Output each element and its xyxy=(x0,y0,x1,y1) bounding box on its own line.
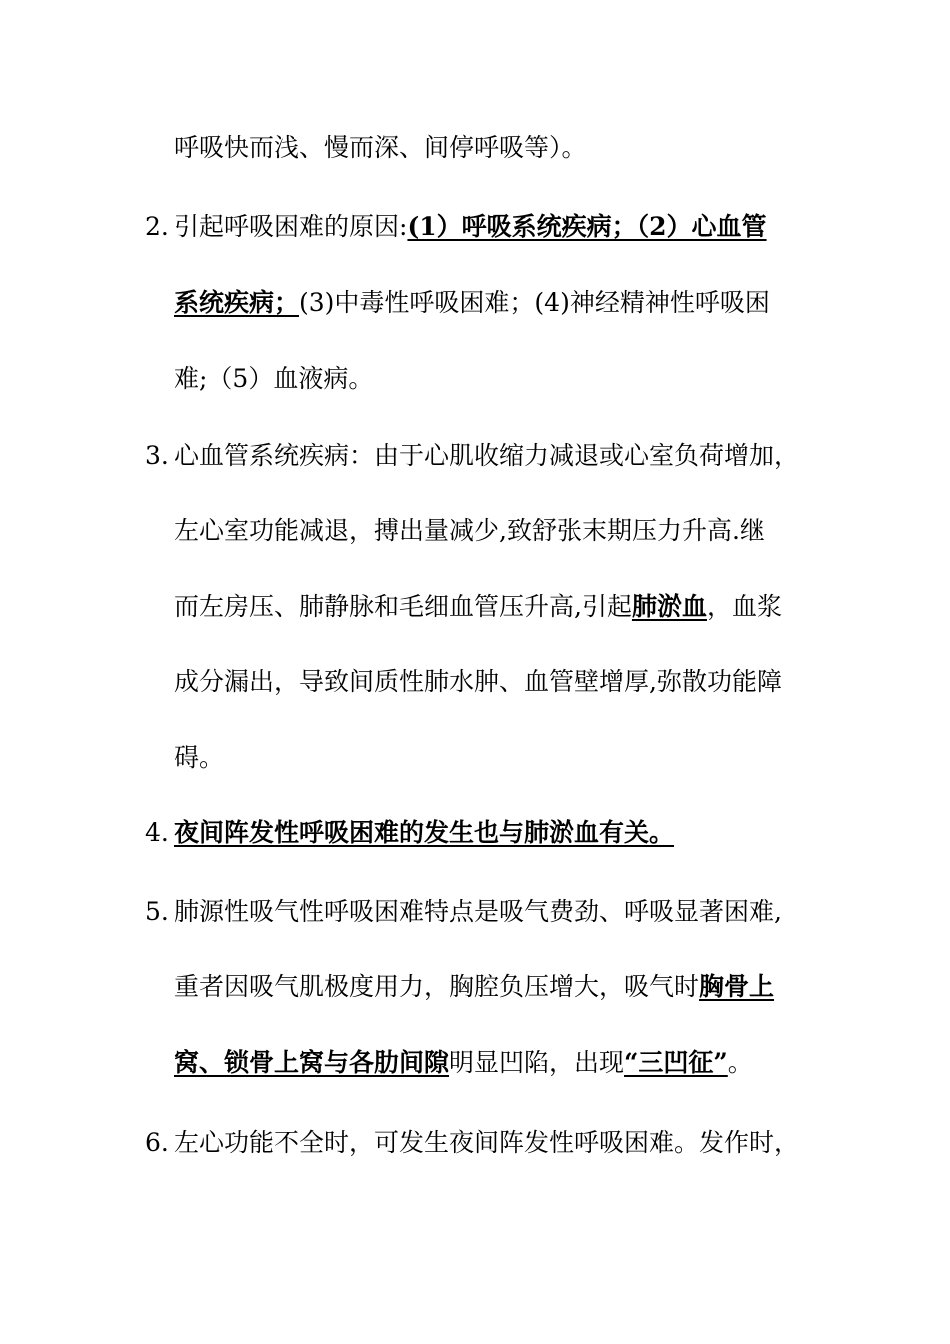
plain-text: 左心室功能减退，搏出量减少,致舒张末期压力升高.继 xyxy=(174,516,765,545)
line-text xyxy=(174,818,674,848)
line-text xyxy=(174,667,782,697)
emphasis-text: “三凹征” xyxy=(624,1048,728,1077)
line-text xyxy=(174,972,774,1002)
line-text xyxy=(174,516,765,546)
line-text xyxy=(174,897,782,927)
line-text xyxy=(174,743,224,773)
plain-text: 引起呼吸困难的原因: xyxy=(174,212,408,241)
line-text xyxy=(174,288,770,318)
line-text xyxy=(174,364,373,394)
plain-text: 重者因吸气肌极度用力，胸腔负压增大，吸气时 xyxy=(174,972,700,1001)
plain-text: 成分漏出，导致间质性肺水肿、血管壁增厚,弥散功能障 xyxy=(174,667,782,696)
plain-text: 肺源性吸气性呼吸困难特点是吸气费劲、呼吸显著困难, xyxy=(174,897,782,926)
emphasis-text: 系统疾病； xyxy=(174,288,300,317)
line-text xyxy=(174,133,587,163)
plain-text: 而左房压、肺静脉和毛细血管压升高,引起 xyxy=(174,592,632,621)
plain-text: 呼吸快而浅、慢而深、间停呼吸等）。 xyxy=(174,133,587,162)
line-text xyxy=(174,212,767,242)
emphasis-text: 夜间阵发性呼吸困难的发生也与肺淤血有关。 xyxy=(174,818,675,847)
plain-text: 左心功能不全时，可发生夜间阵发性呼吸困难。发作时， xyxy=(174,1128,800,1157)
line-text xyxy=(174,441,799,471)
line-text xyxy=(174,1128,799,1158)
item-number: 5. xyxy=(145,897,169,926)
emphasis-text: 胸骨上 xyxy=(699,972,775,1001)
item-number: 4. xyxy=(145,818,169,847)
plain-text: 难;（5）血液病。 xyxy=(174,364,374,393)
plain-text: 明显凹陷，出现 xyxy=(449,1048,625,1077)
emphasis-text: 肺淤血 xyxy=(631,592,707,621)
plain-text: 碍。 xyxy=(174,743,225,772)
plain-text: ，血浆 xyxy=(706,592,782,621)
line-text xyxy=(174,1048,753,1078)
line-text xyxy=(174,592,782,622)
plain-text: (3)中毒性呼吸困难；(4)神经精神性呼吸困 xyxy=(299,288,770,317)
item-number: 6. xyxy=(145,1128,169,1157)
item-number: 2. xyxy=(145,212,169,241)
emphasis-text: 窝、锁骨上窝与各肋间隙 xyxy=(174,1048,450,1077)
item-number: 3. xyxy=(145,441,169,470)
plain-text: 。 xyxy=(727,1048,753,1077)
plain-text: 心血管系统疾病：由于心肌收缩力减退或心室负荷增加， xyxy=(174,441,800,470)
emphasis-text: (1）呼吸系统疾病；（2）心血管 xyxy=(407,212,767,241)
